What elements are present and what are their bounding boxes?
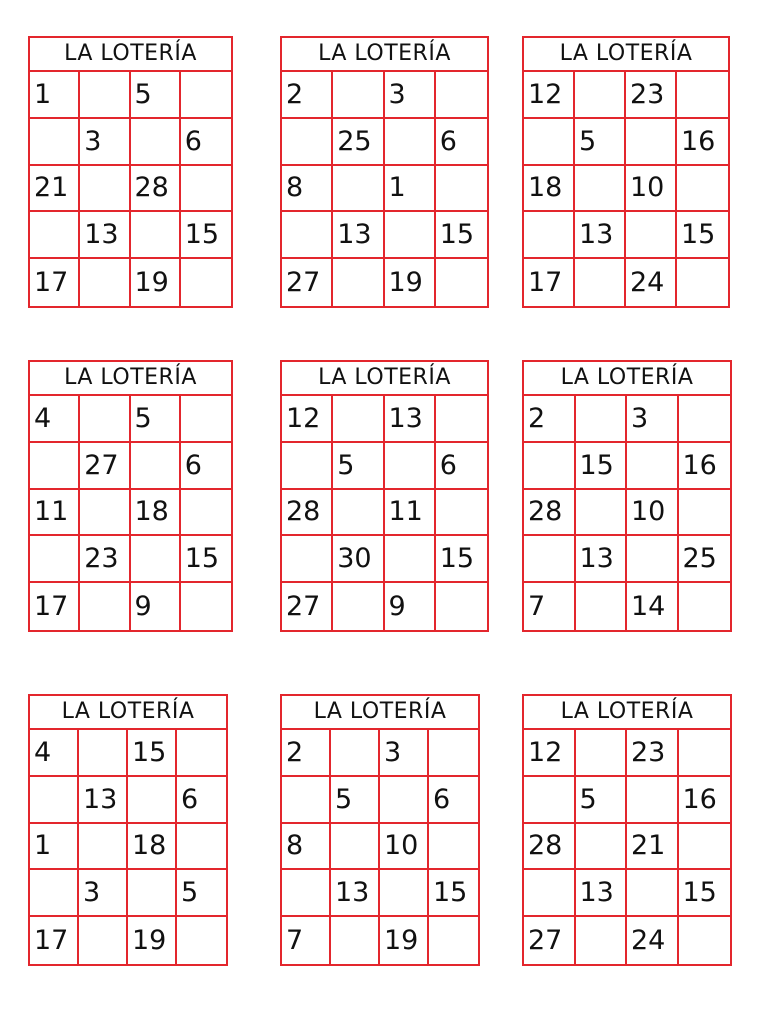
card-cell <box>177 824 226 871</box>
card-cell <box>524 443 576 490</box>
card-cell: 11 <box>385 490 436 537</box>
card-cell <box>436 72 487 119</box>
card-cell: 18 <box>128 824 177 871</box>
card-cell <box>679 730 731 777</box>
card-cell: 25 <box>679 536 731 583</box>
card-cell: 18 <box>524 166 575 213</box>
card-cell: 5 <box>576 777 628 824</box>
card-cell: 1 <box>30 72 80 119</box>
card-cell <box>429 917 478 964</box>
card-cell: 27 <box>80 443 130 490</box>
card-cell <box>131 536 181 583</box>
card-cell: 27 <box>282 259 333 306</box>
card-cell: 1 <box>30 824 79 871</box>
card-cell <box>333 72 384 119</box>
card-cell: 5 <box>331 777 380 824</box>
card-cell <box>131 212 181 259</box>
card-cell: 8 <box>282 824 331 871</box>
card-cell <box>436 396 487 443</box>
card-cell: 6 <box>436 443 487 490</box>
card-title: LA LOTERÍA <box>30 696 226 730</box>
card-cell: 6 <box>181 443 231 490</box>
card-cell <box>679 490 731 537</box>
card-cell: 2 <box>282 72 333 119</box>
loteria-card <box>280 36 489 308</box>
card-cell: 7 <box>282 917 331 964</box>
card-cell <box>79 730 128 777</box>
card-cell <box>282 443 333 490</box>
card-cell: 9 <box>131 583 181 630</box>
card-title: LA LOTERÍA <box>282 38 487 72</box>
card-cell: 19 <box>380 917 429 964</box>
card-cell <box>181 396 231 443</box>
card-cell: 17 <box>524 259 575 306</box>
card-cell: 17 <box>30 259 80 306</box>
card-cell <box>333 583 384 630</box>
card-cell: 5 <box>131 396 181 443</box>
card-cell <box>181 583 231 630</box>
card-cell <box>181 490 231 537</box>
card-cell <box>436 259 487 306</box>
card-title: LA LOTERÍA <box>524 38 728 72</box>
card-cell <box>380 870 429 917</box>
card-cell <box>30 212 80 259</box>
card-cell <box>177 917 226 964</box>
card-cell: 28 <box>524 824 576 871</box>
card-cell: 2 <box>282 730 331 777</box>
card-cell <box>677 166 728 213</box>
card-cell <box>131 443 181 490</box>
card-grid <box>282 396 487 630</box>
card-cell <box>177 730 226 777</box>
card-cell <box>30 119 80 166</box>
card-cell: 15 <box>436 212 487 259</box>
card-cell <box>627 443 679 490</box>
card-cell: 14 <box>627 583 679 630</box>
card-cell <box>575 166 626 213</box>
card-title: LA LOTERÍA <box>282 362 487 396</box>
card-cell <box>30 870 79 917</box>
card-grid <box>30 72 231 306</box>
card-cell <box>429 824 478 871</box>
card-cell <box>80 396 130 443</box>
card-title: LA LOTERÍA <box>30 38 231 72</box>
card-cell <box>80 490 130 537</box>
card-cell: 5 <box>131 72 181 119</box>
card-cell <box>679 396 731 443</box>
card-cell <box>524 777 576 824</box>
card-cell: 15 <box>436 536 487 583</box>
card-title: LA LOTERÍA <box>524 696 730 730</box>
card-cell: 10 <box>627 490 679 537</box>
card-cell: 13 <box>575 212 626 259</box>
card-cell: 5 <box>177 870 226 917</box>
card-cell <box>30 443 80 490</box>
card-cell <box>524 870 576 917</box>
card-cell <box>576 824 628 871</box>
card-cell: 8 <box>282 166 333 213</box>
card-cell <box>385 212 436 259</box>
card-cell: 13 <box>331 870 380 917</box>
card-cell <box>181 259 231 306</box>
card-grid <box>30 730 226 964</box>
card-cell: 28 <box>131 166 181 213</box>
card-cell: 27 <box>282 583 333 630</box>
card-cell: 12 <box>282 396 333 443</box>
card-cell <box>128 870 177 917</box>
card-cell: 15 <box>181 536 231 583</box>
card-cell: 11 <box>30 490 80 537</box>
card-cell <box>282 870 331 917</box>
card-cell <box>331 917 380 964</box>
card-cell: 5 <box>575 119 626 166</box>
card-cell: 13 <box>576 870 628 917</box>
card-cell <box>333 259 384 306</box>
card-cell <box>80 72 130 119</box>
card-cell <box>677 259 728 306</box>
card-cell: 10 <box>626 166 677 213</box>
card-cell: 21 <box>627 824 679 871</box>
card-cell <box>436 166 487 213</box>
card-cell <box>385 536 436 583</box>
card-cell <box>80 166 130 213</box>
card-cell: 16 <box>679 777 731 824</box>
card-cell: 2 <box>524 396 576 443</box>
card-cell: 16 <box>679 443 731 490</box>
card-cell: 15 <box>181 212 231 259</box>
card-cell: 23 <box>626 72 677 119</box>
card-grid <box>282 730 478 964</box>
card-cell: 17 <box>30 583 80 630</box>
card-cell: 3 <box>385 72 436 119</box>
card-cell <box>79 824 128 871</box>
loteria-card <box>28 360 233 632</box>
card-cell <box>677 72 728 119</box>
card-cell <box>282 119 333 166</box>
card-cell <box>679 824 731 871</box>
loteria-card <box>522 694 732 966</box>
card-cell <box>333 396 384 443</box>
card-cell: 4 <box>30 730 79 777</box>
card-cell <box>575 259 626 306</box>
card-cell <box>524 212 575 259</box>
card-cell <box>576 583 628 630</box>
card-cell <box>181 166 231 213</box>
loteria-card <box>522 36 730 308</box>
card-cell <box>333 166 384 213</box>
card-cell <box>131 119 181 166</box>
card-cell <box>627 870 679 917</box>
card-cell <box>576 917 628 964</box>
card-cell: 16 <box>677 119 728 166</box>
card-cell: 3 <box>79 870 128 917</box>
card-cell <box>627 536 679 583</box>
card-cell: 10 <box>380 824 429 871</box>
card-grid <box>524 396 730 630</box>
card-cell <box>575 72 626 119</box>
card-cell: 12 <box>524 72 575 119</box>
card-cell: 6 <box>429 777 478 824</box>
card-cell: 15 <box>429 870 478 917</box>
card-cell: 15 <box>128 730 177 777</box>
card-cell: 13 <box>80 212 130 259</box>
card-grid <box>524 72 728 306</box>
card-cell: 19 <box>385 259 436 306</box>
card-grid <box>30 396 231 630</box>
card-cell <box>576 396 628 443</box>
card-cell <box>282 536 333 583</box>
card-cell <box>331 730 380 777</box>
loteria-card <box>280 694 480 966</box>
card-cell <box>679 917 731 964</box>
card-cell: 21 <box>30 166 80 213</box>
card-cell: 1 <box>385 166 436 213</box>
card-cell: 3 <box>80 119 130 166</box>
card-cell <box>429 730 478 777</box>
card-grid <box>282 72 487 306</box>
card-cell <box>282 212 333 259</box>
card-cell: 5 <box>333 443 384 490</box>
card-cell: 19 <box>128 917 177 964</box>
loteria-card <box>522 360 732 632</box>
card-cell: 24 <box>626 259 677 306</box>
card-cell <box>385 119 436 166</box>
card-cell: 3 <box>380 730 429 777</box>
card-cell <box>331 824 380 871</box>
card-cell <box>436 583 487 630</box>
card-cell: 6 <box>181 119 231 166</box>
card-cell <box>627 777 679 824</box>
card-cell <box>679 583 731 630</box>
card-cell: 23 <box>627 730 679 777</box>
card-cell: 27 <box>524 917 576 964</box>
card-cell: 12 <box>524 730 576 777</box>
card-cell <box>626 212 677 259</box>
card-cell <box>30 536 80 583</box>
loteria-card <box>280 360 489 632</box>
card-cell <box>385 443 436 490</box>
card-cell <box>524 536 576 583</box>
card-cell: 18 <box>131 490 181 537</box>
card-grid <box>524 730 730 964</box>
card-cell: 6 <box>436 119 487 166</box>
card-cell: 30 <box>333 536 384 583</box>
card-cell <box>282 777 331 824</box>
card-cell: 28 <box>282 490 333 537</box>
card-cell: 13 <box>333 212 384 259</box>
card-cell: 13 <box>576 536 628 583</box>
card-cell: 25 <box>333 119 384 166</box>
card-cell <box>333 490 384 537</box>
card-cell: 3 <box>627 396 679 443</box>
card-cell: 4 <box>30 396 80 443</box>
card-cell <box>79 917 128 964</box>
card-cell: 13 <box>385 396 436 443</box>
card-title: LA LOTERÍA <box>524 362 730 396</box>
card-cell: 19 <box>131 259 181 306</box>
card-title: LA LOTERÍA <box>282 696 478 730</box>
loteria-card <box>28 694 228 966</box>
card-cell <box>80 583 130 630</box>
card-cell: 13 <box>79 777 128 824</box>
card-cell <box>524 119 575 166</box>
card-cell <box>626 119 677 166</box>
card-cell: 23 <box>80 536 130 583</box>
card-cell <box>80 259 130 306</box>
card-cell <box>576 490 628 537</box>
card-cell: 9 <box>385 583 436 630</box>
card-cell: 6 <box>177 777 226 824</box>
card-cell: 15 <box>677 212 728 259</box>
card-cell: 24 <box>627 917 679 964</box>
card-cell <box>128 777 177 824</box>
card-cell: 7 <box>524 583 576 630</box>
loteria-card <box>28 36 233 308</box>
card-cell <box>436 490 487 537</box>
card-cell <box>30 777 79 824</box>
card-cell: 17 <box>30 917 79 964</box>
card-title: LA LOTERÍA <box>30 362 231 396</box>
card-cell <box>181 72 231 119</box>
card-cell <box>576 730 628 777</box>
card-cell: 28 <box>524 490 576 537</box>
card-cell <box>380 777 429 824</box>
card-cell: 15 <box>679 870 731 917</box>
card-cell: 15 <box>576 443 628 490</box>
